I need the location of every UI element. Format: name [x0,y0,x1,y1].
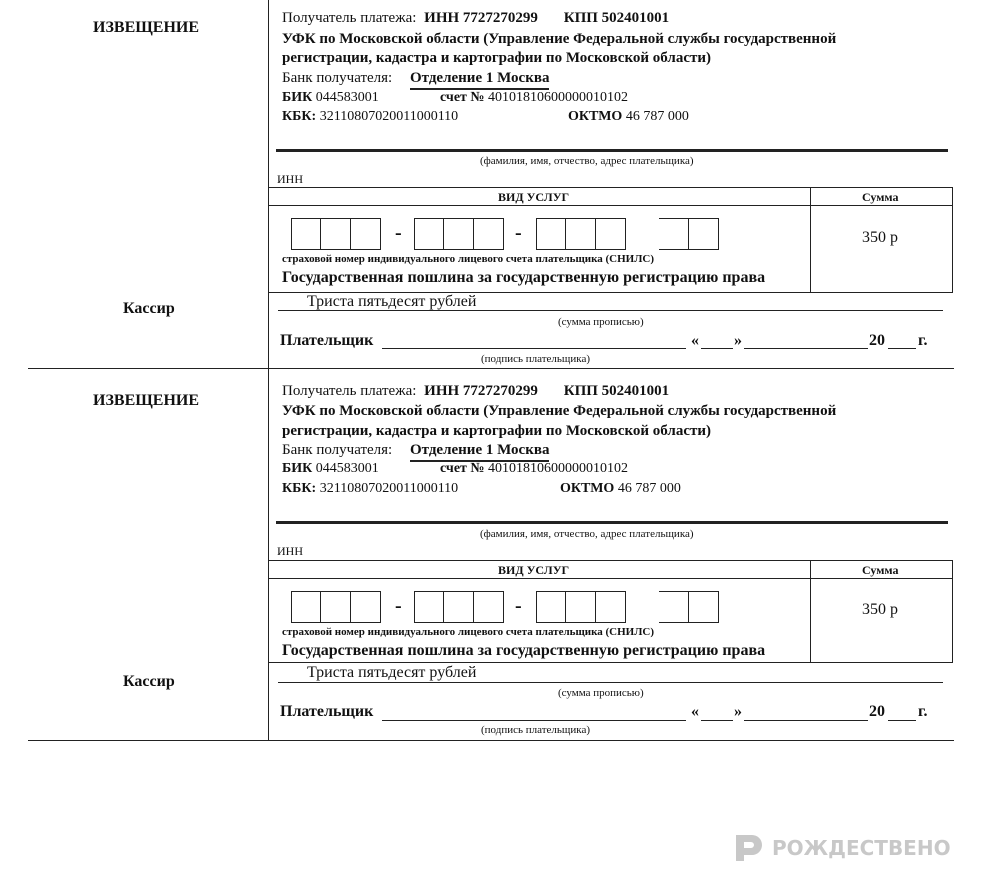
form-2-month-line[interactable] [744,720,868,721]
form-2-day-line[interactable] [701,720,733,721]
form-1-amount-words-line [278,310,943,311]
snils-digit-box[interactable] [474,591,504,623]
kbk-value: 32110807020011000110 [319,109,459,124]
form-1-quote-close: » [734,332,742,349]
recipient-kpp: КПП 502401001 [563,10,670,26]
form-1-org-line1: УФК по Московской области (Управление Федеральной службы государственной [282,31,837,47]
form-1-signature-caption: (подпись плательщика) [481,353,591,365]
recipient-label: Получатель платежа: [282,10,417,26]
form-1-purpose: Государственная пошлина за государственную регистрацию права [282,269,766,286]
form-1-org-line2: регистрации, кадастра и картографии по Московской области) [282,50,711,66]
form-1-divider [268,0,269,368]
snils-digit-box[interactable] [689,591,719,623]
form-1-services-header: ВИД УСЛУГ [498,190,570,204]
form-2-snils-caption: страховой номер индивидуального лицевого счета плательщика (СНИЛС) [282,626,655,638]
form-1-signature-line[interactable] [382,348,686,349]
form-2-recipient-row [282,383,669,400]
form-2-year-line[interactable] [888,720,916,721]
snils-digit-box[interactable] [291,218,321,250]
snils-digit-box[interactable] [659,591,689,623]
form-2-kbk-row [282,481,458,497]
form-2-bank-name: Отделение 1 Москва [410,442,549,462]
form-1-amount-words: Триста пятьдесят рублей [307,293,477,310]
snils-digit-box[interactable] [321,591,351,623]
account-value: 40101810600000010102 [488,461,628,476]
recipient-inn: ИНН 7727270299 [424,383,538,399]
form-1-inn-label: ИНН [277,172,303,186]
form-1-bottom-border [28,368,954,369]
snils-digit-box[interactable] [536,218,566,250]
form-1-payer-line [276,149,948,152]
form-2-payer-caption: (фамилия, имя, отчество, адрес плательщика) [480,528,694,540]
form-2-account-row [440,461,628,477]
oktmo-value: 46 787 000 [617,481,681,496]
form-1-title: ИЗВЕЩЕНИЕ [93,19,200,36]
rozhdestveno-logo-icon [730,831,764,865]
form-2-signature-line[interactable] [382,720,686,721]
oktmo-label: ОКТМО [568,109,623,124]
form-1-year-prefix: 20 [869,332,885,349]
form-1-oktmo-row [568,109,689,125]
bik-value: 044583001 [315,461,379,476]
form-1-snils-caption: страховой номер индивидуального лицевого счета плательщика (СНИЛС) [282,253,655,265]
snils-digit-box[interactable] [444,218,474,250]
kbk-label: КБК: [282,109,317,124]
snils-digit-box[interactable] [474,218,504,250]
watermark [730,828,951,868]
snils-digit-box[interactable] [566,218,596,250]
form-1-bank-name: Отделение 1 Москва [410,70,549,90]
form-2-services-header: ВИД УСЛУГ [498,563,570,577]
form-2-year-prefix: 20 [869,703,885,720]
recipient-label: Получатель платежа: [282,383,417,399]
snils-digit-box[interactable] [596,591,626,623]
snils-digit-box[interactable] [536,591,566,623]
snils-digit-box[interactable] [689,218,719,250]
form-2-payer-label: Плательщик [280,703,374,720]
form-2-purpose: Государственная пошлина за государственную регистрацию права [282,642,766,659]
form-1-sum-header: Сумма [862,190,899,204]
form-1-year-line[interactable] [888,348,916,349]
snils-digit-box[interactable] [351,218,381,250]
form-1-day-line[interactable] [701,348,733,349]
snils-digit-box[interactable] [596,218,626,250]
form-1-payer-label: Плательщик [280,332,374,349]
form-2-year-suffix: г. [918,703,928,720]
account-value: 40101810600000010102 [488,90,628,105]
form-2-amount: 350 р [862,601,898,618]
bik-label: БИК [282,90,313,105]
form-1-account-row [440,90,628,106]
form-1-year-suffix: г. [918,332,928,349]
snils-digit-box[interactable] [291,591,321,623]
form-1-amount-words-caption: (сумма прописью) [558,316,644,328]
snils-digit-box[interactable] [566,591,596,623]
kbk-label: КБК: [282,481,317,496]
form-2-inn-label: ИНН [277,544,303,558]
recipient-inn: ИНН 7727270299 [424,10,538,26]
form-2-org-line2: регистрации, кадастра и картографии по Московской области) [282,423,711,439]
form-1-bik-row [282,90,379,106]
kbk-value: 32110807020011000110 [319,481,459,496]
form-2-amount-words-caption: (сумма прописью) [558,687,644,699]
form-2-title: ИЗВЕЩЕНИЕ [93,392,200,409]
form-2-quote-close: » [734,703,742,720]
form-1-recipient-row [282,10,669,27]
watermark-text: РОЖДЕСТВЕНО [772,836,951,860]
form-2-signature-caption: (подпись плательщика) [481,724,591,736]
recipient-kpp: КПП 502401001 [563,383,670,399]
snils-digit-box[interactable] [414,218,444,250]
snils-digit-box[interactable] [351,591,381,623]
oktmo-value: 46 787 000 [625,109,689,124]
form-2-amount-words-line [278,682,943,683]
form-2-cashier: Кассир [123,673,175,690]
bik-label: БИК [282,461,313,476]
account-label: счет № [440,461,485,476]
snils-digit-box[interactable] [444,591,474,623]
form-2-amount-words: Триста пятьдесят рублей [307,664,477,681]
account-label: счет № [440,90,485,105]
form-2-payer-line [276,521,948,524]
form-1-cashier: Кассир [123,300,175,317]
form-1-bank-label: Банк получателя: [282,70,393,86]
snils-digit-box[interactable] [321,218,351,250]
form-1-kbk-row [282,109,458,125]
snils-digit-box[interactable] [659,218,689,250]
form-1-payer-caption: (фамилия, имя, отчество, адрес плательщика) [480,155,694,167]
form-1-amount: 350 р [862,229,898,246]
form-2-bik-row [282,461,379,477]
form-2-oktmo-row [560,481,681,497]
bik-value: 044583001 [315,90,379,105]
form-1-quote-open: « [691,332,699,349]
snils-digit-box[interactable] [414,591,444,623]
form-2-divider [268,368,269,740]
form-1-month-line[interactable] [744,348,868,349]
form-2-bank-label: Банк получателя: [282,442,393,458]
form-2-org-line1: УФК по Московской области (Управление Федеральной службы государственной [282,403,837,419]
form-2-bottom-border [28,740,954,741]
form-2-sum-header: Сумма [862,563,899,577]
oktmo-label: ОКТМО [560,481,615,496]
form-2-quote-open: « [691,703,699,720]
